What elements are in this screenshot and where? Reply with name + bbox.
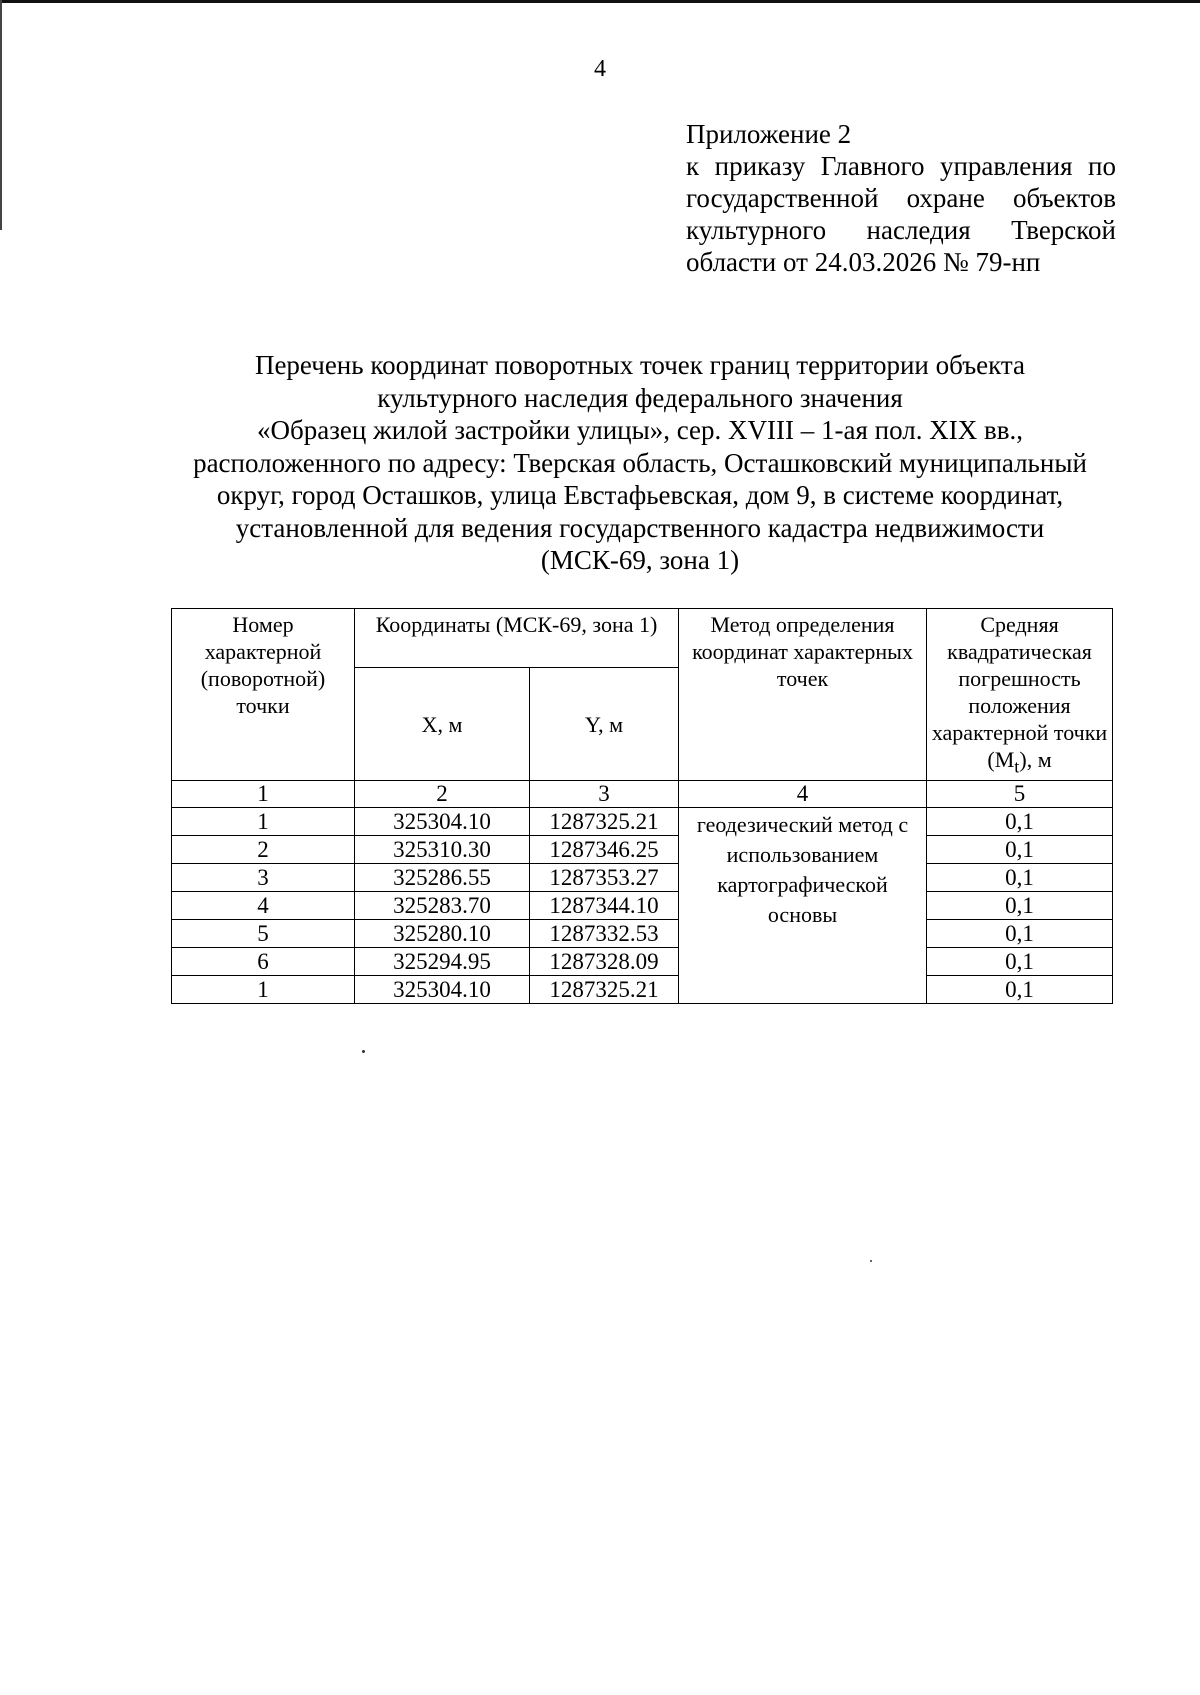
header-error-text: Средняя квадратическая погрешность положения характерной точки (M <box>931 612 1108 772</box>
cell-x: 325283.70 <box>355 892 530 920</box>
title-line: Перечень координат поворотных точек границ территории объекта <box>254 350 1026 380</box>
cell-y: 1287328.09 <box>530 948 679 976</box>
cell-y: 1287325.21 <box>530 976 679 1004</box>
cell-error: 0,1 <box>927 836 1113 864</box>
table-row <box>172 864 1113 892</box>
cell-x: 325286.55 <box>355 864 530 892</box>
title-line: культурного наследия федерального значения <box>377 382 903 413</box>
column-number-row <box>172 781 1113 808</box>
column-number: 3 <box>530 781 679 808</box>
cell-x: 325310.30 <box>355 836 530 864</box>
header-x: X, м <box>355 667 530 781</box>
appendix-title: Приложение 2 <box>686 119 852 149</box>
cell-point: 1 <box>172 808 355 836</box>
column-number: 2 <box>355 781 530 808</box>
cell-point: 6 <box>172 948 355 976</box>
title-line: (МСК-69, зона 1) <box>540 545 740 575</box>
title-line: установленной для ведения государственного кадастра недвижимости <box>235 512 1045 543</box>
title-line: расположенного по адресу: Тверская область, Осташковский муниципальный <box>193 447 1087 478</box>
header-error <box>927 609 1113 781</box>
cell-point: 1 <box>172 976 355 1004</box>
cell-error: 0,1 <box>927 920 1113 948</box>
cell-method: геодезический метод с использованием картографической основы <box>679 808 927 1004</box>
table-row <box>172 836 1113 864</box>
cell-y: 1287346.25 <box>530 836 679 864</box>
table-row <box>172 920 1113 948</box>
document-title <box>140 349 1140 577</box>
cell-y: 1287344.10 <box>530 892 679 920</box>
header-error-suffix: ), м <box>1019 747 1052 772</box>
appendix-block <box>686 118 1116 278</box>
table-row <box>172 976 1113 1004</box>
scan-speck <box>870 1260 872 1262</box>
scan-top-border <box>0 0 1200 3</box>
table-row <box>172 808 1113 836</box>
cell-x: 325304.10 <box>355 976 530 1004</box>
cell-point: 5 <box>172 920 355 948</box>
cell-error: 0,1 <box>927 808 1113 836</box>
cell-y: 1287325.21 <box>530 808 679 836</box>
header-point-number: Номер характерной (поворотной) точки <box>172 609 355 781</box>
column-number: 4 <box>679 781 927 808</box>
title-line: округ, город Осташков, улица Евстафьевская, дом 9, в системе координат, <box>216 480 1064 510</box>
page-number: 4 <box>594 56 606 82</box>
scan-left-border <box>0 0 2 230</box>
header-coordinates: Координаты (МСК-69, зона 1) <box>355 609 679 668</box>
header-method: Метод определения координат характерных точек <box>679 609 927 781</box>
cell-x: 325304.10 <box>355 808 530 836</box>
scan-speck <box>362 1050 365 1053</box>
title-line: «Образец жилой застройки улицы», сер. XVIII – 1-ая пол. XIX вв., <box>257 415 1023 445</box>
header-error-subscript: t <box>1014 756 1020 777</box>
coordinates-table <box>171 608 1113 1004</box>
cell-x: 325294.95 <box>355 948 530 976</box>
appendix-line: области от 24.03.2026 № 79-нп <box>686 247 1041 277</box>
cell-point: 2 <box>172 836 355 864</box>
cell-x: 325280.10 <box>355 920 530 948</box>
appendix-line: культурного наследия Тверской <box>686 215 1116 245</box>
cell-y: 1287353.27 <box>530 864 679 892</box>
cell-point: 4 <box>172 892 355 920</box>
column-number: 5 <box>927 781 1113 808</box>
column-number: 1 <box>172 781 355 808</box>
appendix-line: к приказу Главного управления по <box>686 151 1116 181</box>
table-row <box>172 892 1113 920</box>
table-row <box>172 948 1113 976</box>
cell-error: 0,1 <box>927 864 1113 892</box>
cell-error: 0,1 <box>927 948 1113 976</box>
cell-point: 3 <box>172 864 355 892</box>
cell-error: 0,1 <box>927 892 1113 920</box>
cell-error: 0,1 <box>927 976 1113 1004</box>
cell-y: 1287332.53 <box>530 920 679 948</box>
header-y: Y, м <box>530 667 679 781</box>
appendix-line: государственной охране объектов <box>686 183 1116 213</box>
